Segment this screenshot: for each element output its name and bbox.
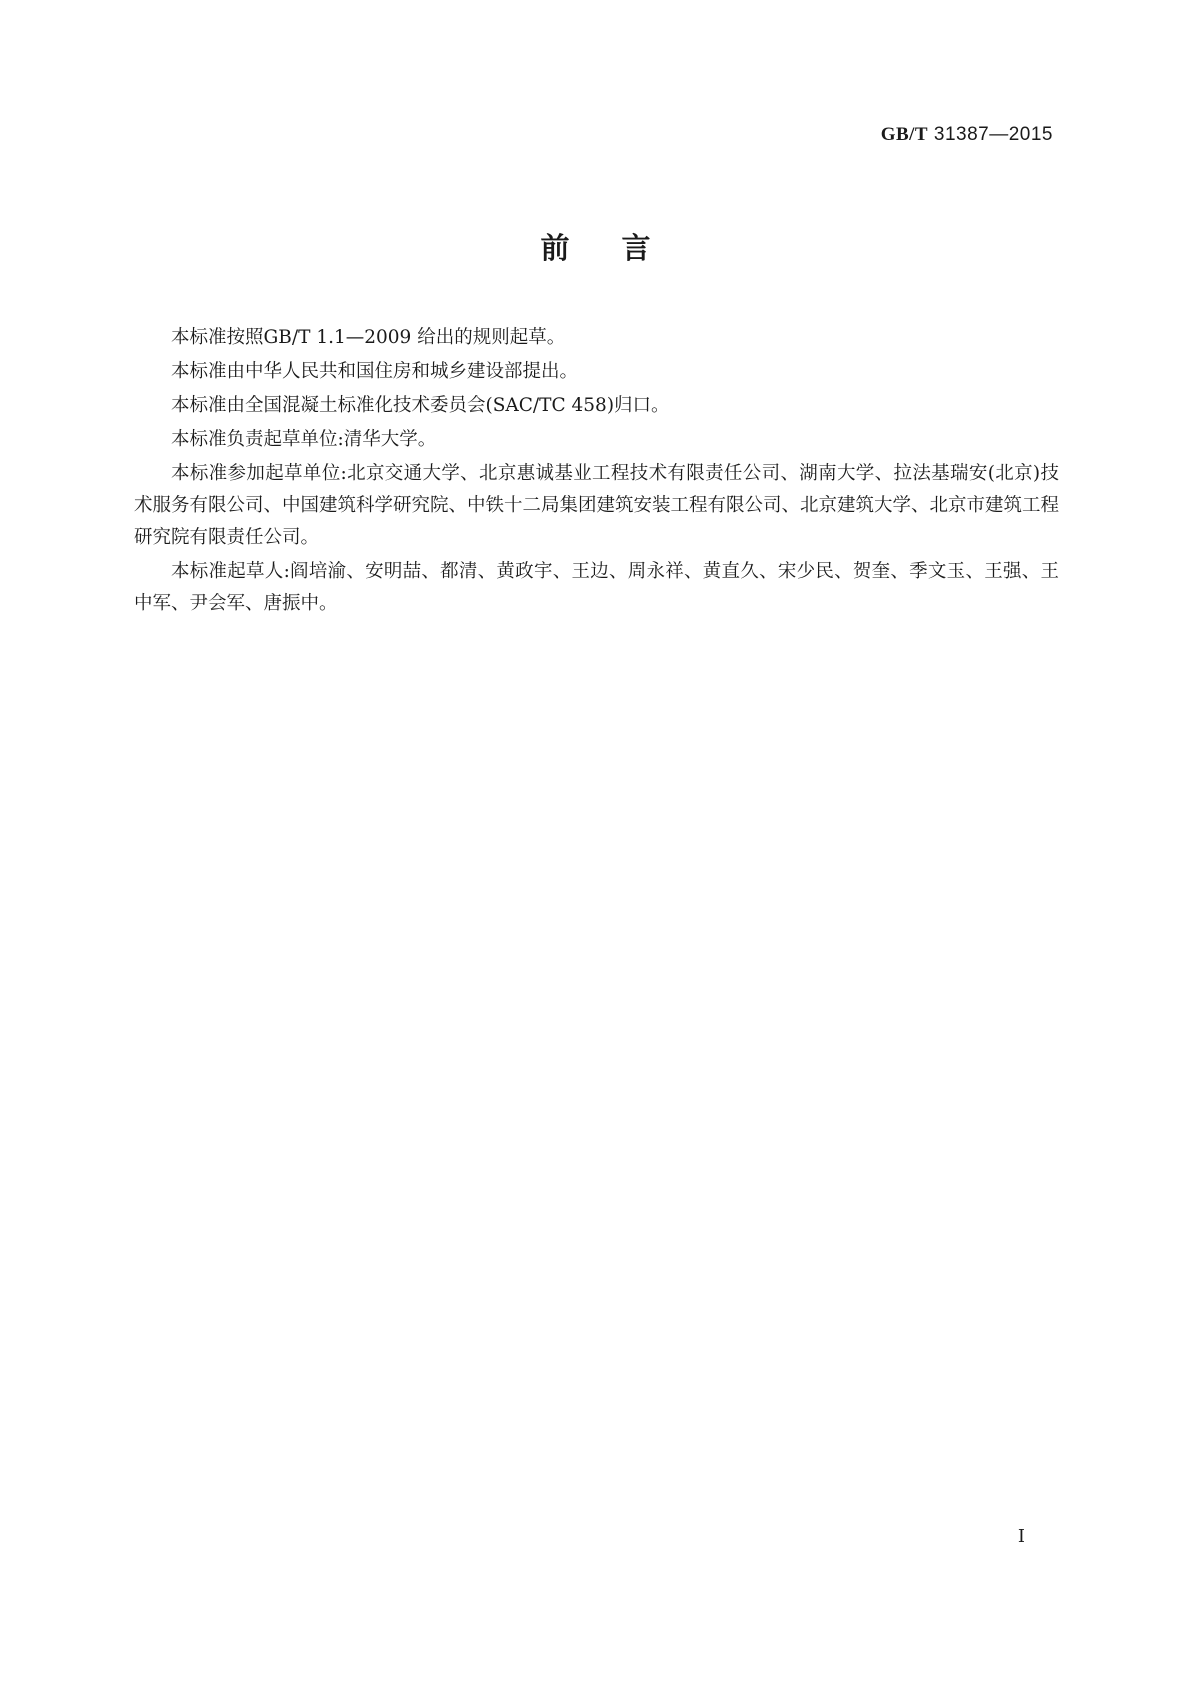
paragraph-drafting-rules: 本标准按照GB/T 1.1—2009 给出的规则起草。 — [171, 327, 566, 348]
page-number: I — [1017, 1526, 1025, 1547]
standard-number — [881, 124, 1053, 146]
paragraph-drafters: 本标准起草人:阎培渝、安明喆、都清、黄政宇、王边、周永祥、黄直久、宋少民、贺奎、季文玉、王强、王中军、尹会军、唐振中。 — [134, 561, 1059, 614]
paragraph-proposer: 本标准由中华人民共和国住房和城乡建设部提出。 — [171, 361, 579, 382]
page-title: 前言 — [540, 231, 703, 265]
standard-code: 31387—2015 — [933, 124, 1053, 145]
paragraph-committee: 本标准由全国混凝土标准化技术委员会(SAC/TC 458)归口。 — [171, 395, 670, 416]
standard-prefix: GB/T — [880, 124, 929, 145]
foreword-body — [134, 322, 1059, 622]
paragraph-lead-drafter: 本标准负责起草单位:清华大学。 — [171, 429, 437, 450]
paragraph-participating-units: 本标准参加起草单位:北京交通大学、北京惠诚基业工程技术有限责任公司、湖南大学、拉法基瑞安(北京)技术服务有限公司、中国建筑科学研究院、中铁十二局集团建筑安装工程有限公司、北京建筑大学、北京市建筑工程研究院有限责任公司。 — [134, 463, 1060, 548]
